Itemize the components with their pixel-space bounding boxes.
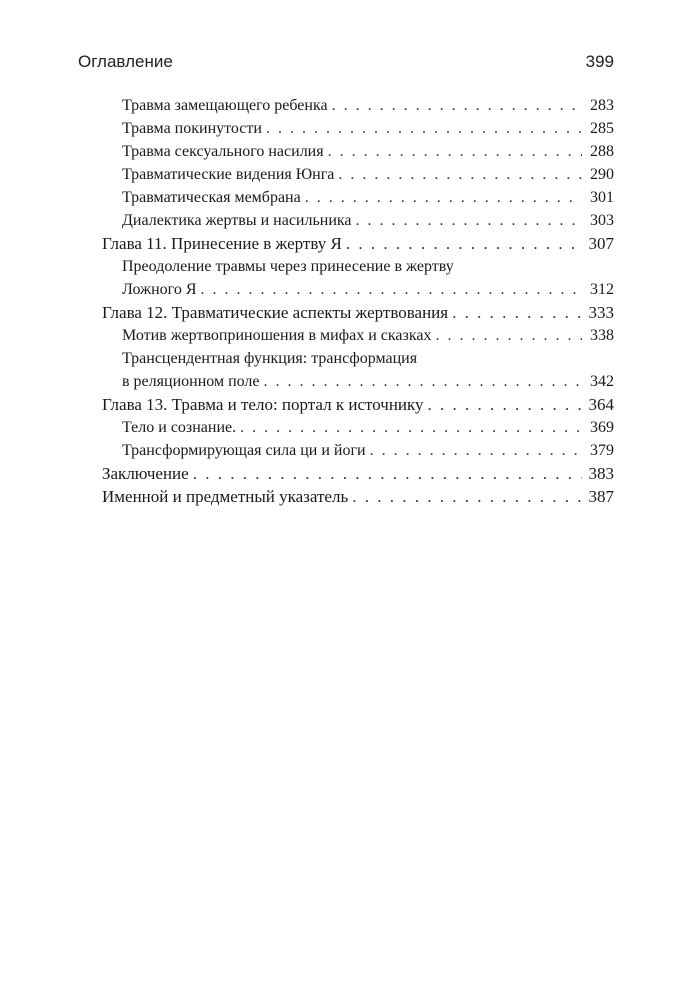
dot-leader xyxy=(435,324,582,347)
toc-chapter-title: Именной и предметный указатель xyxy=(102,487,349,506)
toc-chapter-entry xyxy=(102,462,614,485)
toc-entry-page: 301 xyxy=(590,189,614,206)
toc-entry-page: 379 xyxy=(590,442,614,459)
toc-entry-page: 288 xyxy=(590,143,614,160)
toc-entry-page: 283 xyxy=(590,97,614,114)
toc-entry-title-line1: Трансцендентная функция: трансформация xyxy=(122,350,418,367)
page-number: 399 xyxy=(585,52,614,71)
toc-entry xyxy=(122,163,614,186)
toc-chapter-title: Глава 12. Травматические аспекты жертвования xyxy=(102,303,449,322)
dot-leader xyxy=(328,140,582,163)
toc-entry-title: Травма покинутости xyxy=(122,120,262,137)
toc-chapter-title: Глава 11. Принесение в жертву Я xyxy=(102,234,342,253)
toc-entry xyxy=(122,324,614,347)
toc-chapter-entry xyxy=(102,232,614,255)
dot-leader xyxy=(266,117,582,140)
toc-entry-title: Диалектика жертвы и насильника xyxy=(122,212,352,229)
dot-leader xyxy=(201,278,582,301)
toc-entry-title: Травма замещающего ребенка xyxy=(122,97,328,114)
toc-entry-page: 369 xyxy=(590,419,614,436)
toc-chapter-entry xyxy=(102,393,614,416)
toc-chapter-entry xyxy=(102,301,614,324)
toc-entry-page: 312 xyxy=(590,281,614,298)
dot-leader xyxy=(452,301,582,324)
toc-entry xyxy=(122,416,614,439)
toc-entry-page: 290 xyxy=(590,166,614,183)
toc-entry xyxy=(122,347,614,393)
toc-entry xyxy=(122,94,614,117)
toc-entry-page: 307 xyxy=(588,234,614,253)
running-title: Оглавление xyxy=(78,52,173,71)
dot-leader xyxy=(428,393,582,416)
toc-entry-title: Трансформирующая сила ци и йоги xyxy=(122,442,366,459)
toc-chapter-title: Заключение xyxy=(102,464,189,483)
page-header xyxy=(78,52,614,76)
dot-leader xyxy=(193,462,582,485)
toc-entry-title: Травма сексуального насилия xyxy=(122,143,324,160)
dot-leader xyxy=(338,163,582,186)
toc-entry-page: 333 xyxy=(588,303,614,322)
toc-entry-title: Ложного Я xyxy=(122,281,197,298)
toc-entry-page: 303 xyxy=(590,212,614,229)
dot-leader xyxy=(305,186,582,209)
toc-entry-page: 342 xyxy=(590,373,614,390)
dot-leader xyxy=(332,94,582,117)
dot-leader xyxy=(356,209,582,232)
toc-entry xyxy=(122,117,614,140)
table-of-contents xyxy=(102,94,614,508)
toc-entry-page: 364 xyxy=(588,395,614,414)
toc-entry-page: 387 xyxy=(588,487,614,506)
toc-entry-title: Травматическая мембрана xyxy=(122,189,301,206)
toc-entry xyxy=(122,186,614,209)
toc-entry-page: 285 xyxy=(590,120,614,137)
toc-chapter-entry xyxy=(102,485,614,508)
toc-entry-page: 338 xyxy=(590,327,614,344)
toc-entry-page: 383 xyxy=(588,464,614,483)
toc-entry-title: в реляционном поле xyxy=(122,373,260,390)
toc-entry-title: Мотив жертвоприношения в мифах и сказках xyxy=(122,327,432,344)
dot-leader xyxy=(264,370,582,393)
dot-leader xyxy=(370,439,582,462)
toc-entry xyxy=(122,439,614,462)
toc-entry xyxy=(122,209,614,232)
toc-entry xyxy=(122,140,614,163)
toc-entry-title: Травматические видения Юнга xyxy=(122,166,335,183)
toc-entry xyxy=(122,255,614,301)
toc-entry-title-line1: Преодоление травмы через принесение в жертву xyxy=(122,258,454,275)
toc-entry-title: Тело и сознание. xyxy=(122,419,237,436)
dot-leader xyxy=(352,485,582,508)
toc-chapter-title: Глава 13. Травма и тело: портал к источнику xyxy=(102,395,424,414)
dot-leader xyxy=(346,232,582,255)
dot-leader xyxy=(240,416,582,439)
